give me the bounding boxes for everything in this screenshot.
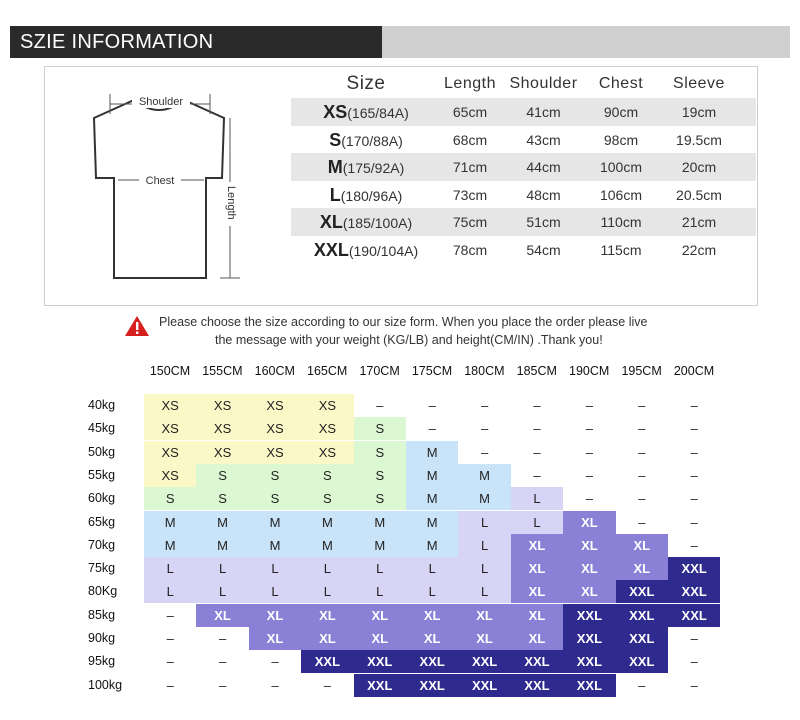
length-cell: 75cm: [452, 214, 488, 230]
size-cell: XS: [301, 441, 353, 464]
size-cell: M: [144, 511, 196, 534]
height-header: 165CM: [307, 364, 348, 378]
size-cell: XXL: [668, 580, 720, 603]
size-cell: –: [690, 654, 698, 670]
height-header: 160CM: [254, 364, 295, 378]
size-table-header-size: Size: [346, 73, 386, 94]
weight-header: 85kg: [88, 607, 116, 622]
shoulder-cell: 51cm: [526, 214, 561, 230]
length-cell: 68cm: [452, 131, 488, 148]
size-cell: M: [406, 464, 458, 487]
size-cell: –: [218, 677, 227, 693]
size-cell: XXL: [616, 604, 668, 627]
height-header: 175CM: [411, 364, 453, 378]
height-header: 170CM: [359, 364, 400, 378]
size-cell: S: [354, 464, 406, 487]
size-cell: –: [533, 444, 541, 460]
size-cell: S: [249, 487, 301, 510]
size-cell: –: [585, 421, 593, 437]
size-cell: M: [406, 511, 458, 534]
size-cell: XXL: [354, 650, 406, 673]
size-cell: XL: [249, 604, 301, 627]
weight-header: 95kg: [88, 654, 116, 669]
size-table-row: [291, 208, 756, 236]
size-cell: XS: [249, 441, 301, 464]
tshirt-outline-icon: [94, 100, 224, 278]
size-cell: S: [354, 417, 406, 440]
size-cell: S: [301, 487, 353, 510]
shoulder-cell: 41cm: [526, 104, 561, 120]
size-cell: L: [511, 487, 563, 510]
size-cell: L: [458, 580, 510, 603]
size-cell: XS: [144, 441, 196, 464]
shoulder-cell: 43cm: [526, 131, 561, 148]
size-cell: S: [354, 441, 406, 464]
sleeve-cell: 19.5cm: [676, 131, 722, 148]
size-spec: (175/92A): [342, 160, 405, 176]
size-cell: M: [354, 511, 406, 534]
size-cell: M: [144, 534, 196, 557]
height-header: 200CM: [673, 364, 715, 378]
size-cell: XL: [511, 627, 563, 650]
size-cell: –: [585, 491, 593, 507]
size-cell: S: [301, 464, 353, 487]
sleeve-cell: 22cm: [681, 241, 717, 258]
size-cell: XL: [354, 604, 406, 627]
size-cell: –: [690, 398, 698, 413]
size-cell: XS: [144, 417, 196, 440]
size-table-header-shoulder: Shoulder: [509, 75, 578, 92]
size-cell: –: [533, 467, 541, 483]
size-cell: XS: [144, 394, 196, 417]
size-cell: XS: [249, 417, 301, 440]
size-cell: XXL: [616, 580, 668, 603]
size-cell: L: [458, 557, 510, 580]
size-code: XS: [323, 102, 348, 122]
chest-cell: 100cm: [599, 159, 643, 175]
tshirt-diagram: [74, 78, 274, 293]
weight-header: 80Kg: [88, 584, 118, 599]
size-spec: (190/104A): [348, 242, 419, 259]
size-cell: –: [271, 654, 279, 670]
size-table-row: [291, 98, 756, 126]
size-cell: –: [690, 631, 698, 646]
chest-cell: 98cm: [603, 131, 639, 148]
length-cell: 71cm: [452, 159, 488, 175]
size-cell: XL: [511, 557, 563, 580]
size-table-row: [291, 153, 756, 181]
chest-cell: 115cm: [600, 241, 642, 258]
size-cell: –: [323, 677, 331, 693]
size-cell: –: [638, 398, 646, 413]
size-cell: –: [218, 654, 227, 670]
size-cell: M: [458, 464, 510, 487]
size-cell: XL: [616, 557, 668, 580]
size-cell: –: [166, 677, 174, 693]
size-cell: S: [196, 464, 248, 487]
size-cell: XL: [511, 534, 563, 557]
size-cell: [291, 181, 441, 209]
size-cell: –: [166, 654, 174, 670]
size-cell: XL: [458, 627, 510, 650]
size-cell: –: [166, 631, 174, 646]
weight-header: 40kg: [88, 398, 116, 412]
size-cell: XL: [301, 627, 353, 650]
size-cell: M: [406, 534, 458, 557]
size-cell: XXL: [616, 627, 668, 650]
size-cell: –: [533, 421, 541, 437]
size-cell: –: [690, 444, 698, 460]
size-cell: M: [196, 534, 248, 557]
weight-header: 75kg: [88, 561, 116, 576]
size-cell: L: [354, 580, 406, 603]
shoulder-cell: 44cm: [526, 159, 561, 175]
size-cell: XL: [563, 511, 615, 534]
size-spec: (165/84A): [347, 105, 409, 121]
notice-line-2: the message with your weight (KG/LB) and height(CM/IN) .Thank you!: [215, 333, 603, 347]
size-cell: XS: [196, 417, 248, 440]
size-cell: XL: [616, 534, 668, 557]
size-cell: –: [690, 514, 698, 530]
size-cell: –: [218, 631, 227, 646]
shoulder-cell: 48cm: [526, 186, 561, 203]
size-cell: M: [249, 534, 301, 557]
size-cell: L: [354, 557, 406, 580]
size-cell: –: [638, 514, 646, 530]
chest-cell: 90cm: [603, 104, 639, 120]
size-cell: XL: [249, 627, 301, 650]
page-title: SZIE INFORMATION: [20, 31, 214, 53]
size-cell: XL: [406, 604, 458, 627]
size-cell: XS: [249, 394, 301, 417]
height-header: 195CM: [621, 364, 662, 378]
weight-header: 55kg: [88, 467, 116, 482]
size-cell: –: [690, 537, 698, 553]
size-cell: L: [144, 580, 196, 603]
size-cell: S: [196, 487, 248, 510]
size-cell: M: [406, 441, 458, 464]
size-cell: –: [690, 677, 698, 693]
size-cell: –: [480, 398, 489, 413]
size-cell: L: [406, 557, 458, 580]
size-cell: –: [585, 444, 593, 460]
size-cell: L: [249, 580, 301, 603]
size-cell: M: [406, 487, 458, 510]
size-cell: XL: [406, 627, 458, 650]
height-header: 190CM: [569, 364, 610, 378]
size-cell: XS: [196, 441, 248, 464]
sleeve-cell: 20cm: [681, 159, 717, 175]
size-cell: –: [638, 444, 646, 460]
size-cell: L: [144, 557, 196, 580]
size-cell: M: [301, 511, 353, 534]
size-cell: XXL: [458, 650, 510, 673]
size-cell: M: [458, 487, 510, 510]
size-code: XXL: [313, 239, 349, 260]
size-cell: –: [271, 677, 279, 693]
size-cell: –: [690, 491, 698, 507]
size-cell: XXL: [668, 557, 720, 580]
size-cell: L: [406, 580, 458, 603]
size-code: L: [329, 184, 341, 205]
size-cell: [291, 153, 441, 181]
size-table-row: [291, 126, 756, 154]
size-cell: [291, 208, 441, 236]
weight-header: 65kg: [88, 514, 116, 529]
size-table-header-chest: Chest: [598, 75, 644, 92]
size-cell: XXL: [668, 604, 720, 627]
size-cell: XXL: [511, 650, 563, 673]
size-cell: XL: [196, 604, 248, 627]
chest-cell: 110cm: [600, 214, 642, 230]
size-spec: (185/100A): [342, 215, 413, 231]
size-cell: XXL: [563, 627, 615, 650]
size-cell: L: [511, 511, 563, 534]
size-cell: XS: [144, 464, 196, 487]
size-cell: L: [196, 557, 248, 580]
size-spec: (180/96A): [340, 187, 403, 204]
size-cell: XXL: [458, 674, 510, 697]
weight-header: 50kg: [88, 444, 116, 459]
size-cell: M: [301, 534, 353, 557]
size-cell: L: [196, 580, 248, 603]
size-cell: XXL: [563, 604, 615, 627]
sleeve-cell: 19cm: [681, 104, 717, 120]
shoulder-label: Shoulder: [138, 96, 184, 108]
size-cell: –: [166, 607, 174, 623]
size-table-row: [291, 181, 756, 209]
size-cell: M: [196, 511, 248, 534]
size-cell: L: [458, 511, 510, 534]
height-header: 180CM: [464, 364, 505, 378]
warning-icon: [124, 315, 150, 337]
size-cell: –: [690, 421, 698, 437]
length-label: Length: [225, 186, 237, 220]
size-cell: L: [458, 534, 510, 557]
size-cell: –: [585, 398, 593, 413]
size-cell: XXL: [354, 674, 406, 697]
size-cell: –: [638, 491, 646, 507]
size-cell: L: [249, 557, 301, 580]
sleeve-cell: 21cm: [681, 214, 717, 230]
size-cell: XXL: [563, 650, 615, 673]
size-spec: (170/88A): [341, 132, 403, 149]
size-cell: XXL: [406, 674, 458, 697]
size-cell: –: [638, 467, 646, 483]
size-cell: –: [428, 398, 436, 413]
size-cell: XL: [563, 580, 615, 603]
size-cell: XL: [354, 627, 406, 650]
size-code: XL: [319, 212, 343, 232]
size-cell: XL: [458, 604, 510, 627]
weight-header: 70kg: [88, 537, 116, 552]
size-cell: XS: [301, 417, 353, 440]
size-table-header: [291, 70, 756, 98]
size-cell: –: [480, 444, 489, 460]
chest-cell: 106cm: [599, 186, 643, 203]
size-cell: XL: [301, 604, 353, 627]
size-cell: XS: [196, 394, 248, 417]
size-cell: XXL: [616, 650, 668, 673]
size-cell: S: [354, 487, 406, 510]
length-cell: 65cm: [452, 104, 488, 120]
height-header: 150CM: [149, 364, 191, 378]
size-cell: XS: [301, 394, 353, 417]
size-cell: XL: [511, 604, 563, 627]
shoulder-cell: 54cm: [526, 241, 561, 258]
size-code: S: [329, 129, 342, 150]
size-cell: L: [301, 580, 353, 603]
weight-header: 45kg: [88, 421, 116, 436]
notice-line-1: Please choose the size according to our size form. When you place the order please live: [159, 315, 648, 329]
size-cell: –: [376, 398, 384, 413]
length-cell: 78cm: [452, 241, 488, 258]
weight-header: 100kg: [88, 677, 123, 692]
size-cell: –: [480, 421, 489, 437]
size-cell: –: [533, 398, 541, 413]
size-cell: XXL: [406, 650, 458, 673]
size-cell: –: [638, 421, 646, 437]
size-cell: XXL: [563, 674, 615, 697]
size-cell: [291, 98, 441, 126]
size-cell: S: [249, 464, 301, 487]
weight-header: 90kg: [88, 631, 116, 645]
height-header: 155CM: [202, 364, 243, 378]
size-cell: M: [354, 534, 406, 557]
size-cell: –: [690, 467, 698, 483]
size-cell: XL: [511, 580, 563, 603]
height-header: 185CM: [516, 364, 557, 378]
size-cell: –: [638, 677, 646, 693]
size-cell: XXL: [301, 650, 353, 673]
size-cell: XL: [563, 534, 615, 557]
size-cell: –: [585, 467, 593, 483]
size-table-header-length: Length: [444, 75, 496, 92]
size-cell: M: [249, 511, 301, 534]
size-table-row: [291, 236, 756, 264]
size-code: M: [327, 157, 343, 177]
size-cell: L: [301, 557, 353, 580]
size-cell: [291, 236, 441, 264]
size-cell: [291, 126, 441, 154]
weight-header: 60kg: [88, 491, 116, 506]
size-cell: XL: [563, 557, 615, 580]
length-cell: 73cm: [452, 186, 488, 203]
size-cell: S: [144, 487, 196, 510]
chest-label: Chest: [145, 175, 175, 187]
size-cell: XXL: [511, 674, 563, 697]
size-table-header-sleeve: Sleeve: [673, 75, 725, 92]
size-cell: –: [428, 421, 436, 437]
sleeve-cell: 20.5cm: [676, 186, 722, 203]
